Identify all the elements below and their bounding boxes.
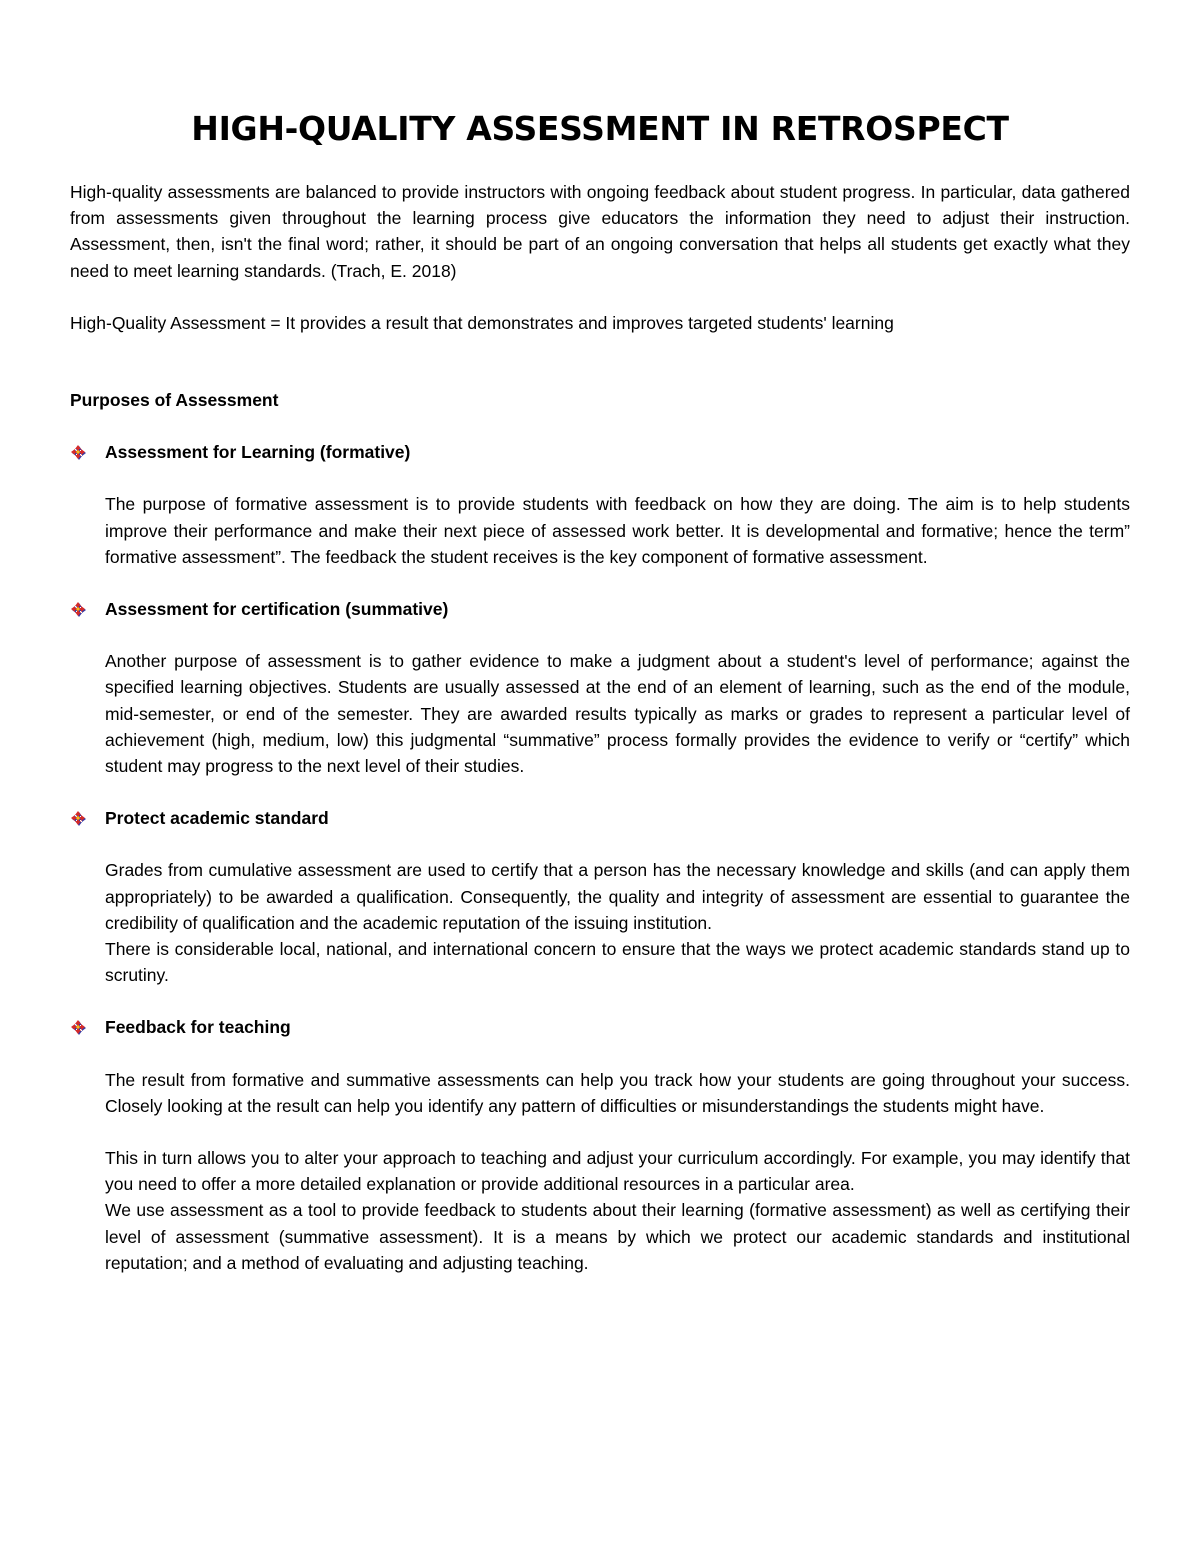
purpose-formative: [70, 439, 1130, 570]
purpose-paragraph: Grades from cumulative assessment are used to certify that a person has the necessary knowledge and skills (and can apply them appropriately) to be awarded a qualification. Consequently, the quality and integrity of assessment are essential to guarantee the credibility of qualification and the academic reputation of the issuing institution.: [105, 860, 1130, 933]
purpose-paragraph: The result from formative and summative assessments can help you track how your students are going throughout your success. Closely looking at the result can help you identify any pattern of difficulties or misunderstandings the students might have.: [105, 1069, 1130, 1116]
intro-paragraph: High-quality assessments are balanced to provide instructors with ongoing feedback about student progress. In particular, data gathered from assessments given throughout the learning process give educators the information they need to adjust their instruction. Assessment, then, isn't the final word; rather, it should be part of an ongoing conversation that helps all students get exactly what they need to meet learning standards. (Trach, E. 2018): [70, 181, 1130, 281]
purpose-heading-row: [70, 596, 1130, 622]
document-page: [70, 108, 1130, 1302]
four-way-arrow-bullet-icon: [70, 601, 86, 617]
purpose-body: [70, 857, 1130, 988]
purpose-heading: Assessment for Learning (formative): [105, 442, 411, 463]
purpose-paragraph: Another purpose of assessment is to gather evidence to make a judgment about a student's level of performance; against the specified learning objectives. Students are usually assessed at the end of an element of learning, such as the end of the module, mid-semester, or end of the semester. They are awarded results typically as marks or grades to represent a particular level of achievement (high, medium, low) this judgmental “summative” process formally provides the evidence to verify or “certify” which student may progress to the next level of their studies.: [105, 651, 1130, 776]
purpose-paragraph: There is considerable local, national, and international concern to ensure that the ways we protect academic standards stand up to scrutiny.: [105, 938, 1130, 986]
purpose-heading-row: [70, 1014, 1130, 1040]
purpose-body: [70, 648, 1130, 779]
document-title: HIGH-QUALITY ASSESSMENT IN RETROSPECT: [191, 109, 1009, 148]
purpose-heading: Assessment for certification (summative): [105, 598, 449, 619]
purpose-paragraph: This in turn allows you to alter your approach to teaching and adjust your curriculum accordingly. For example, you may identify that you need to offer a more detailed explanation or provide additional resources in a particular area.: [105, 1147, 1130, 1195]
definition-paragraph: High-Quality Assessment = It provides a result that demonstrates and improves targeted students' learning: [70, 312, 894, 333]
purpose-body: [70, 1067, 1130, 1276]
purpose-heading: Protect academic standard: [105, 808, 329, 829]
four-way-arrow-bullet-icon: [70, 444, 86, 460]
purpose-heading-row: [70, 439, 1130, 465]
purpose-feedback-teaching: [70, 1014, 1130, 1276]
four-way-arrow-bullet-icon: [70, 810, 86, 826]
purpose-summative: [70, 596, 1130, 779]
purposes-heading: Purposes of Assessment: [70, 389, 279, 410]
purpose-body: [70, 491, 1130, 570]
purpose-heading-row: [70, 805, 1130, 831]
purpose-paragraph: We use assessment as a tool to provide feedback to students about their learning (formative assessment) as well as certifying their level of assessment (summative assessment). It is a means by which we protect our academic standards and institutional reputation; and a method of evaluating and adjusting teaching.: [105, 1200, 1130, 1273]
purpose-heading: Feedback for teaching: [105, 1017, 291, 1038]
purpose-paragraph: The purpose of formative assessment is to provide students with feedback on how they are doing. The aim is to help students improve their performance and make their next piece of assessed work better. It is developmental and formative; hence the term” formative assessment”. The feedback the student receives is the key component of formative assessment.: [105, 494, 1130, 567]
four-way-arrow-bullet-icon: [70, 1019, 86, 1035]
purpose-academic-standard: [70, 805, 1130, 988]
